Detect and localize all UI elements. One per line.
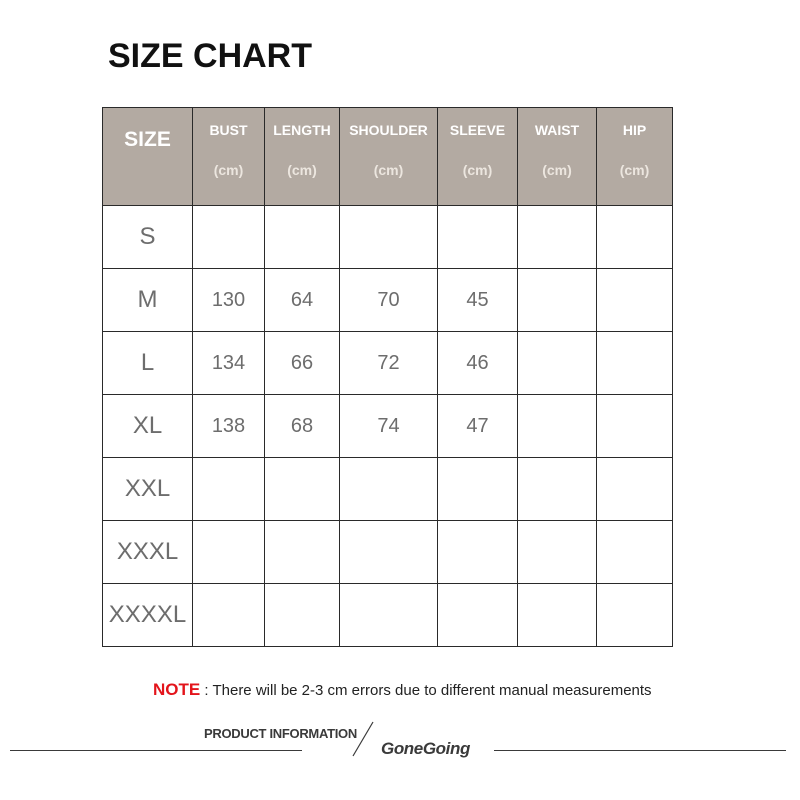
hip-cell <box>597 332 673 395</box>
shoulder-cell: 72 <box>340 332 438 395</box>
bust-cell: 138 <box>193 395 265 458</box>
bust-cell <box>193 458 265 521</box>
table-row <box>103 206 673 269</box>
note-text: : There will be 2-3 cm errors due to different manual measurements <box>200 682 652 699</box>
column-header-unit: (cm) <box>462 162 493 178</box>
column-header-waist <box>518 108 597 206</box>
sleeve-cell <box>438 521 518 584</box>
column-header-shoulder <box>340 108 438 206</box>
bust-cell <box>193 584 265 647</box>
table-row <box>103 269 673 332</box>
bust-cell: 134 <box>193 332 265 395</box>
column-header-label: BUST <box>209 122 248 138</box>
table-row <box>103 332 673 395</box>
sleeve-cell <box>438 458 518 521</box>
hip-cell <box>597 458 673 521</box>
waist-cell <box>518 332 597 395</box>
column-header-unit: (cm) <box>619 162 650 178</box>
waist-cell <box>518 395 597 458</box>
hip-cell <box>597 269 673 332</box>
hip-cell <box>597 521 673 584</box>
sleeve-cell: 45 <box>438 269 518 332</box>
note-label: NOTE <box>153 680 201 699</box>
page-title: SIZE CHART <box>108 37 312 75</box>
table-row <box>103 395 673 458</box>
column-header-sleeve <box>438 108 518 206</box>
waist-cell <box>518 206 597 269</box>
column-header-unit: (cm) <box>287 162 317 178</box>
sleeve-cell: 47 <box>438 395 518 458</box>
waist-cell <box>518 584 597 647</box>
product-information-label: PRODUCT INFORMATION <box>204 726 357 741</box>
column-header-label: LENGTH <box>273 122 331 138</box>
footer-divider-right <box>494 750 786 751</box>
column-header-bust <box>193 108 265 206</box>
measurement-note <box>153 680 652 700</box>
table-header-row <box>103 108 673 206</box>
column-header-label: WAIST <box>534 122 580 138</box>
sleeve-cell <box>438 584 518 647</box>
column-header-size <box>103 108 193 206</box>
column-header-label: SHOULDER <box>349 122 428 138</box>
hip-cell <box>597 584 673 647</box>
length-cell: 64 <box>265 269 340 332</box>
length-cell <box>265 584 340 647</box>
column-header-unit: (cm) <box>542 162 572 178</box>
column-header-length <box>265 108 340 206</box>
length-cell <box>265 521 340 584</box>
shoulder-cell <box>340 584 438 647</box>
column-header-unit: (cm) <box>373 162 404 178</box>
hip-cell <box>597 206 673 269</box>
size-cell: XXXL <box>103 521 193 584</box>
waist-cell <box>518 521 597 584</box>
brand-logo: GoneGoing <box>381 739 470 758</box>
bust-cell <box>193 521 265 584</box>
size-cell: XL <box>103 395 193 458</box>
size-cell: L <box>103 332 193 395</box>
footer-divider-left <box>10 750 302 751</box>
column-header-unit: (cm) <box>213 162 244 178</box>
waist-cell <box>518 269 597 332</box>
size-cell: S <box>103 206 193 269</box>
shoulder-cell: 70 <box>340 269 438 332</box>
size-chart-table <box>102 107 673 647</box>
hip-cell <box>597 395 673 458</box>
sleeve-cell <box>438 206 518 269</box>
size-cell: XXXXL <box>103 584 193 647</box>
column-header-hip <box>597 108 673 206</box>
table-row <box>103 458 673 521</box>
column-header-label: SIZE <box>124 128 171 151</box>
size-cell: XXL <box>103 458 193 521</box>
bust-cell: 130 <box>193 269 265 332</box>
shoulder-cell <box>340 521 438 584</box>
length-cell: 68 <box>265 395 340 458</box>
length-cell <box>265 458 340 521</box>
column-header-label: HIP <box>622 122 647 138</box>
shoulder-cell <box>340 206 438 269</box>
slash-divider-icon <box>350 720 376 758</box>
bust-cell <box>193 206 265 269</box>
table-row <box>103 521 673 584</box>
table-row <box>103 584 673 647</box>
waist-cell <box>518 458 597 521</box>
shoulder-cell <box>340 458 438 521</box>
sleeve-cell: 46 <box>438 332 518 395</box>
column-header-label: SLEEVE <box>449 122 506 138</box>
length-cell <box>265 206 340 269</box>
size-cell: M <box>103 269 193 332</box>
shoulder-cell: 74 <box>340 395 438 458</box>
length-cell: 66 <box>265 332 340 395</box>
